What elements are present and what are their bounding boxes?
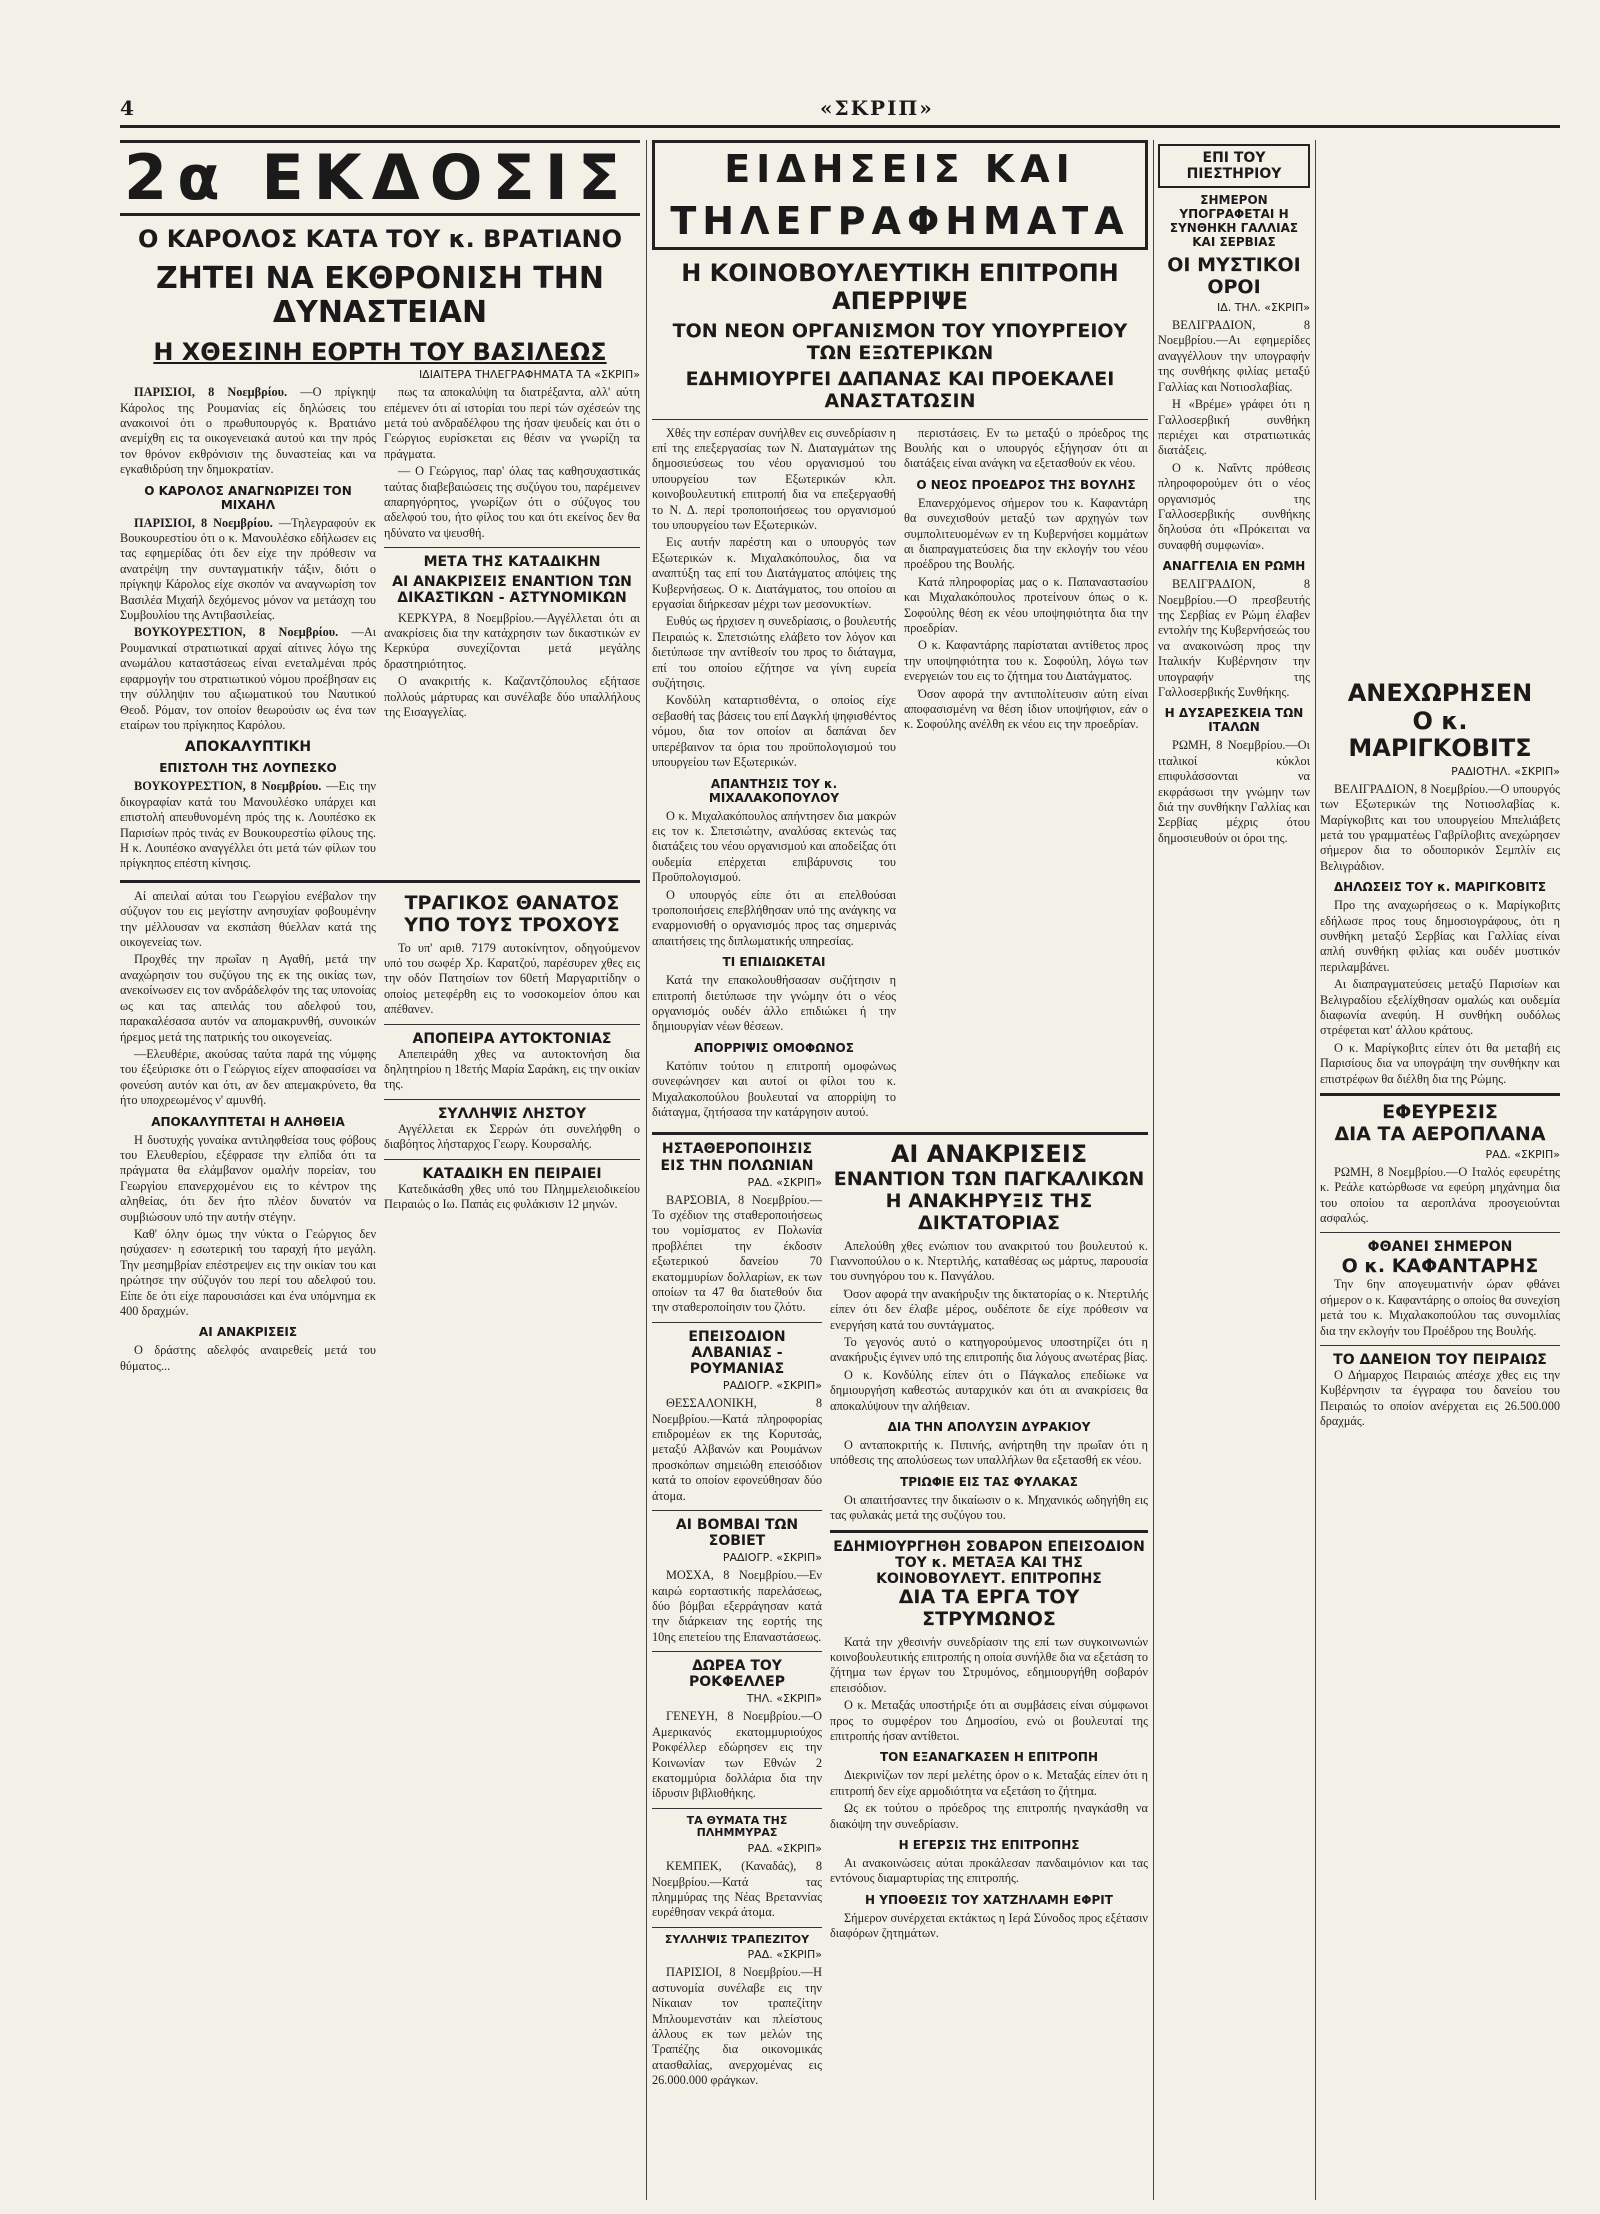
byline: ΡΑΔΙΟΓΡ. «ΣΚΡΙΠ» <box>722 1379 822 1393</box>
column-4 <box>1320 140 1560 2200</box>
subheading: Η ΥΠΟΘΕΣΙΣ ΤΟΥ ΧΑΤΖΗΛΑΜΗ ΕΦΡΙΤ <box>865 1892 1113 1907</box>
headline: ΣΗΜΕΡΟΝ ΥΠΟΓΡΑΦΕΤΑΙ Η ΣΥΝΘΗΚΗ ΓΑΛΛΙΑΣ ΚΑΙ ΣΕΡΒΙΑΣ <box>1169 193 1299 249</box>
article-paragraph: Ο κ. Ναΐντς πρόθεσις πληροφορούμεν ότι ο νέος οργανισμός της Γαλλοσερβικής συνθήκης δηλούσα ότι «Πρόκειται να συναφθή συμφωνία». <box>1158 460 1310 552</box>
headline: ΦΘΑΝΕΙ ΣΗΜΕΡΟΝ <box>1367 1239 1513 1256</box>
page-number: 4 <box>120 96 134 120</box>
subheading: ΔΗΛΩΣΕΙΣ ΤΟΥ κ. ΜΑΡΙΓΚΟΒΙΤΣ <box>1333 880 1547 895</box>
article-paragraph: Καθ' όλην όμως την νύκτα ο Γεώργιος δεν ησύχασεν· η εσωτερική του ταραχή ήτο μεγάλη. Την μεσημβρίαν επέστρεψεν εις την οικίαν του και ηρώτησε την σύζυγόν του περί του αδελφού του. Είπε δε ότι είχε παρουσιάσει και ένα υπόμνημα εκ 400 δραχμών. <box>120 1226 376 1318</box>
article-paragraph: Κατά την χθεσινήν συνεδρίασιν της επί των συγκοινωνιών κοινοβουλευτικής επιτροπής η οποία συνήλθε δια να εξετάση το ζήτημα των έργων του Στρυμόνος, εδημιουργήθη σοβαρόν επεισόδιον. <box>830 1634 1148 1695</box>
headline: ΑΙ ΒΟΜΒΑΙ ΤΩΝ ΣΟΒΙΕΤ <box>675 1516 799 1550</box>
divider <box>652 1132 1148 1135</box>
article-columns <box>120 889 640 1376</box>
headline: ΤΑ ΘΥΜΑΤΑ ΤΗΣ ΠΛΗΜΜΥΡΑΣ <box>686 1813 788 1840</box>
article-paragraph: ΠΑΡΙΣΙΟΙ, 8 Νοεμβρίου.—Η αστυνομία συνέλαβε εις την Νίκαιαν τον τραπεζίτην Μπλουμενστάιν και πλείστους άλλους εκ των μελών της Τραπέζης δια οικονομικάς ατασθαλίας, ανερχομένας εις 26.000.000 φράγκων. <box>652 1965 822 2088</box>
article-paragraph: —Ελευθέριε, ακούσας ταύτα παρά της νύμφης του έξεύρισκε ότι ο Γεώργιος είχεν αποφασίσει να φονεύση αυτόν και ότι, αν δεν απεμακρύνετο, θα ήτο υποχρεωμένος ν' αμυνθή. <box>120 1046 376 1108</box>
headline: ΑΙ ΑΝΑΚΡΙΣΕΙΣ ΕΝΑΝΤΙΟΝ ΤΩΝ ΔΙΚΑΣΤΙΚΩΝ - ΑΣΤΥΝΟΜΙΚΩΝ <box>392 574 632 607</box>
headline: ΑΠΟΠΕΙΡΑ ΑΥΤΟΚΤΟΝΙΑΣ <box>412 1030 612 1047</box>
article-paragraph: Ο υπουργός είπε ότι αι επελθούσαι τροποποιήσεις επεβλήθησαν υπό της ανάγκης να εναρμονισθή ο οργανισμός προς τας σημερινάς απαιτήσεις της διπλωματικής υπηρεσίας. <box>652 887 896 948</box>
byline: ΤΗΛ. «ΣΚΡΙΠ» <box>746 1692 822 1706</box>
headline: ΕΠΙ ΤΟΥ ΠΙΕΣΤΗΡΙΟΥ <box>1186 150 1282 183</box>
article-paragraph: Το γεγονός αυτό ο κατηγορούμενος υποστηρίζει ότι η ανακήρυξις έγινεν υπό της επιτροπής δια λόγους ανωτέρας βίας. <box>830 1334 1148 1365</box>
headline: ΣΥΛΛΗΨΙΣ ΛΗΣΤΟΥ <box>437 1105 587 1122</box>
article-columns <box>120 385 640 874</box>
article-paragraph: Ο κ. Μιχαλακόπουλος απήντησεν δια μακρών εις τον κ. Σπετσιώτην, αναλύσας εκτενώς τας διατάξεις του νέου οργανισμού και αποδείξας ότι ουδεμία επέρχεται επιβάρυνσις του Προϋπολογισμού. <box>652 808 896 885</box>
divider <box>384 1159 640 1160</box>
headline: ΕΔΗΜΙΟΥΡΓΕΙ ΔΑΠΑΝΑΣ ΚΑΙ ΠΡΟΕΚΑΛΕΙ ΑΝΑΣΤΑΤΩΣΙΝ <box>685 367 1115 412</box>
subheading: ΑΠΑΝΤΗΣΙΣ ΤΟΥ κ. ΜΙΧΑΛΑΚΟΠΟΥΛΟΥ <box>708 776 840 805</box>
byline: ΡΑΔΙΟΓΡ. «ΣΚΡΙΠ» <box>722 1551 822 1565</box>
headline: ΑΝΕΧΩΡΗΣΕΝ <box>1347 679 1533 707</box>
headline: ΑΛΒΑΝΙΑΣ - ΡΟΥΜΑΝΙΑΣ <box>689 1344 785 1378</box>
article-paragraph: Ο κ. Κονδύλης είπεν ότι ο Πάγκαλος επεδίωκε να δημιουργήση καθεστώς αυταρχικόν και ότι αι ανακρίσεις θα αποκαλύψουν την αλήθειαν. <box>830 1367 1148 1413</box>
article-paragraph: Εις αυτήν παρέστη και ο υπουργός των Εξωτερικών κ. Μιχαλακόπουλος, δια να αναπτύξη τας επί του Διατάγματος απόψεις της Κυβερνήσεως. Ο κ. Διατάγματος, του οποίου αι εργασίαι διήρκεσαν μέχρι των μεσονυκτίων. <box>652 535 896 612</box>
headline: ΗΣΤΑΘΕΡΟΠΟΙΗΣΙΣ <box>661 1141 813 1158</box>
headline-box <box>1158 144 1310 188</box>
article-paragraph: Αί απειλαί αύται του Γεωργίου ενέβαλον την σύζυγον του εις μεγίστην ανησυχίαν φοβουμένην την μέλλουσαν να εκσπάση θύελλαν κατά της οικογενείας των. <box>120 888 376 950</box>
article-paragraph: Σήμερον συνέρχεται εκτάκτως η Ιερά Σύνοδος προς εξέτασιν διαφόρων ζητημάτων. <box>830 1910 1148 1941</box>
subheading: ΤΙ ΕΠΙΔΙΩΚΕΤΑΙ <box>722 955 826 970</box>
article-columns <box>652 1141 1148 2090</box>
article-paragraph: Ο Δήμαρχος Πειραιώς απέσχε χθες εις την Κυβέρνησιν τα έγγραφα του δανείου του Πειραιώς το οποίον ανέρχεται εις 26.500.000 δραχμάς. <box>1320 1368 1560 1429</box>
subheading: ΑΙ ΑΝΑΚΡΙΣΕΙΣ <box>198 1325 298 1340</box>
article-paragraph: ΒΟΥΚΟΥΡΕΣΤΙΟΝ, 8 Νοεμβρίου. —Αι Ρουμανικαί στρατιωτικαί αρχαί αίτινες λόγω της ανωμάλου καταστάσεως είναι ενεταλμέναι πρός εφαρμογήν του στρατιωτικού νόμου προέβησαν εις την σύλληψιν του αξιωματικού του Ναυτικού Θεοδ. Ρόμαν, τον οποίον θεωρούσιν ως ένα των εταίρων του πρίγκηπος Καρόλου. <box>120 625 377 732</box>
article-paragraph: ΒΕΛΙΓΡΑΔΙΟΝ, 8 Νοεμβρίου.—Αι εφημερίδες αναγγέλλουν την υπογραφήν της συνθήκης φιλίας μεταξύ Γαλλίας και Νοτιοσλαβίας. <box>1158 318 1310 394</box>
divider <box>1320 1232 1560 1233</box>
article-paragraph: ΚΕΡΚΥΡΑ, 8 Νοεμβρίου.—Αγγέλλεται ότι αι ανακρίσεις δια την κατάχρησιν των δικαστικών εν Κερκύρα συνεχίζονται μετά μεγάλης δραστηριότητος. <box>384 610 640 671</box>
article-paragraph: ΒΕΛΙΓΡΑΔΙΟΝ, 8 Νοεμβρίου.—Ο υπουργός των Εξωτερικών της Νοτιοσλαβίας κ. Μαρίγκοβιτς και του υπουργείου Μπελιάβετς μετά του γραμματέως Γαβρίλοβιτς ανεχώρησεν σήμερον δια το οδοιπορικόν Σεμπλίν εις Βελιγράδιον. <box>1320 781 1560 873</box>
article-paragraph: Ως εκ τούτου ο πρόεδρος της επιτροπής ηναγκάσθη να διακόψη την συνεδρίασιν. <box>830 1801 1148 1831</box>
headline: ΕΔΗΜΙΟΥΡΓΗΘΗ ΣΟΒΑΡΟΝ ΕΠΕΙΣΟΔΙΟΝ <box>833 1538 1145 1555</box>
article-paragraph: Απελούθη χθες ενώπιον του ανακριτού του βουλευτού κ. Γιαννοπούλου ο κ. Ντερτιλής, καταθέσας ως μάρτυς, παρουσία του συνηγόρου του κ. Πανγάλου. <box>830 1238 1148 1284</box>
article-paragraph: Αι διαπραγματεύσεις μεταξύ Παρισίων και Βελιγραδίου εξελίχθησαν ομαλώς και ουδεμία διαφωνία ανεφύη. Η συνθήκη ουδόλως στρέφεται κατ' άλλου κράτους. <box>1320 977 1560 1038</box>
article-paragraph: Κατεδικάσθη χθες υπό του Πλημμελειοδικείου Πειραιώς ο Ιω. Παπάς εις φυλάκισιν 12 μηνών. <box>384 1181 640 1212</box>
article-paragraph: Ο κ. Καφαντάρης παρίσταται αντίθετος προς την υποψηφιότητα του κ. Σοφούλη, λόγω των ενεργειών του εις το ζήτημα του Διατάγματος. <box>904 638 1148 684</box>
article-paragraph: Αγγέλλεται εκ Σερρών ότι συνελήφθη ο διαβόητος λήσταρχος Γεωργ. Κουρσαλής. <box>384 1121 640 1152</box>
byline: ΙΔΙΑΙΤΕΡΑ ΤΗΛΕΓΡΑΦΗΜΑΤΑ ΤΑ «ΣΚΡΙΠ» <box>418 368 640 382</box>
column-1 <box>120 140 640 2200</box>
article-paragraph: Ο δράστης αδελφός αναιρεθείς μετά του θύματος... <box>120 1343 376 1373</box>
article-paragraph: ΚΕΜΠΕΚ, (Καναδάς), 8 Νοεμβρίου.—Κατά τας πλημμύρας της Νέας Βρεταννίας ευρέθησαν νεκρά άτομα. <box>652 1859 822 1920</box>
headline: Η ΚΟΙΝΟΒΟΥΛΕΥΤΙΚΗ ΕΠΙΤΡΟΠΗ ΑΠΕΡΡΙΨΕ <box>681 259 1119 315</box>
column-3 <box>1158 140 1310 2200</box>
column-rule <box>1315 140 1316 2200</box>
article-paragraph: Απεπειράθη χθες να αυτοκτονήση δια δηλητηρίου η 18ετής Μαρία Σαράκη, εις την οικίαν της. <box>384 1046 640 1092</box>
article-paragraph: ΜΟΣΧΑ, 8 Νοεμβρίου.—Εν καιρώ εορταστικής παρελάσεως, δύο βόμβαι εξερράγησαν κατά την διάρκειαν της εορτής της 10ης επετείου της Επαναστάσεως. <box>652 1568 822 1644</box>
column-rule <box>646 140 647 2200</box>
divider <box>652 1651 822 1652</box>
article-paragraph: — Ο Γεώργιος, παρ' όλας τας καθησυχαστικάς ταύτας διαβεβαιώσεις της συζύγου του, παρέμεινεν απαρηγόρητος, γνωρίζων ότι ο σύζυγος του αδελφού του, ήτο φίλος του και ότι εκείνος δεν θα ηδύνατο να ψευσθή. <box>384 464 640 540</box>
byline: ΡΑΔ. «ΣΚΡΙΠ» <box>747 1948 822 1962</box>
article-paragraph: Κατόπιν τούτου η επιτροπή ομοφώνως συνεφώνησεν και αυτοί οι φίλοι του κ. Μιχαλακοπούλου βουλευταί να απορρίψη το διάταγμα, ζητήσασα την κατάργησιν αυτού. <box>652 1058 896 1119</box>
article-paragraph: Ο ανακριτής κ. Καζαντζόπουλος εξήτασε πολλούς μάρτυρας και συνέλαβε δύο υπαλλήλους της Εισαγγελίας. <box>384 674 640 719</box>
byline: ΡΑΔ. «ΣΚΡΙΠ» <box>747 1842 822 1856</box>
masthead <box>120 96 1560 128</box>
article-paragraph: Ο κ. Μαρίγκοβιτς είπεν ότι θα μεταβή εις Παρισίους δια να υπογράψη την συνθήκην και επιστρέφων θα διέλθη δια της Ρώμης. <box>1320 1040 1560 1086</box>
article-paragraph: ΒΟΥΚΟΥΡΕΣΤΙΟΝ, 8 Νοεμβρίου. —Εις την δικογραφίαν κατά του Μανουλέσκο υπάρχει και επιστολή απευθυνομένη πρός της κ. Λουπέσκο εκ Παρισίων πρός τινάς εν Βουκουρεστίω φίλους της. Η κ. Λουπέσκο αναγγέλλει ότι μετά τών φίλων του πρίγκηπος επέστη κίνησις. <box>120 779 376 871</box>
divider <box>1320 1093 1560 1096</box>
divider <box>652 1927 822 1928</box>
divider <box>652 419 1148 420</box>
subheading: ΑΠΟΚΑΛΥΠΤΙΚΗ <box>184 739 312 756</box>
headline: Ο κ. ΚΑΦΑΝΤΑΡΗΣ <box>1341 1254 1539 1277</box>
article-paragraph: Η δυστυχής γυναίκα αντιληφθείσα τους φόβους του Ελευθερίου, εξέφρασε την ελπίδα ότι τα πράγματα θα ελάμβανον ομαλήν πορείαν, του Γεωργίου επανερχομένου εις το κέντρον της αληθείας, ότι δεν ήτο πλέον δυνατόν να συμβιώσουν υπό την αυτήν στέγην. <box>120 1132 376 1224</box>
divider <box>384 1024 640 1025</box>
article-paragraph: Το υπ' αριθ. 7179 αυτοκίνητον, οδηγούμενον υπό του σωφέρ Χρ. Καρατζού, παρέσυρεν χθες εις την οδόν Πατησίων τον 60ετή Μαργαριτίδην ο οποίος μετεφέρθη εις το νοσοκομείον όπου και απέθανεν. <box>384 940 640 1017</box>
headline: Η ΧΘΕΣΙΝΗ ΕΟΡΤΗ ΤΟΥ ΒΑΣΙΛΕΩΣ <box>153 337 607 366</box>
headline: ΔΙΑ ΤΑ ΑΕΡΟΠΛΑΝΑ <box>1334 1122 1546 1145</box>
subheading: Ο ΚΑΡΟΛΟΣ ΑΝΑΓΝΩΡΙΖΕΙ ΤΟΝ ΜΙΧΑΗΛ <box>144 483 352 512</box>
headline: Η ΑΝΑΚΗΡΥΞΙΣ ΤΗΣ ΔΙΚΤΑΤΟΡΙΑΣ <box>885 1189 1093 1234</box>
article-paragraph: Ο κ. Μεταξάς υποστήριξε ότι αι συμβάσεις είναι σύμφωνοι προς το συμφέρον του Δημοσίου, ενώ οι βουλευταί της επιτροπής ήσαν αντίθετοι. <box>830 1698 1148 1744</box>
headline: ΚΑΤΑΔΙΚΗ ΕΝ ΠΕΙΡΑΙΕΙ <box>422 1165 602 1182</box>
article-paragraph: ΓΕΝΕΥΗ, 8 Νοεμβρίου.—Ο Αμερικανός εκατομμυριούχος Ροκφέλλερ εδώρησεν εις την Κοινωνίαν των Εθνών 2 εκατομμύρια δολλάρια δια την ίδρυσιν βιβλιοθήκης. <box>652 1709 822 1801</box>
byline: ΙΔ. ΤΗΛ. «ΣΚΡΙΠ» <box>1216 301 1310 315</box>
subheading: ΔΙΑ ΤΗΝ ΑΠΟΛΥΣΙΝ ΔΥΡΑΚΙΟΥ <box>887 1420 1091 1434</box>
article-paragraph: Όσον αφορά την αντιπολίτευσιν αύτη είναι αποφασισμένη να θέση ίδιον υποψήφιον, εάν ο κ. Σοφούλης ανέλθη εκ νέου εις την προεδρίαν. <box>904 686 1148 732</box>
section-banner: ΕΙΔΗΣΕΙΣ ΚΑΙ ΤΗΛΕΓΡΑΦΗΜΑΤΑ <box>652 140 1148 250</box>
article-paragraph: Την 6ην απογευματινήν ώραν φθάνει σήμερον ο κ. Καφαντάρης ο οποίος θα συνεχίση μετά του κ. Μιχαλακοπούλου τας συνομιλίας δια την εκλογήν του Προέδρου της Βουλής. <box>1320 1277 1560 1338</box>
article-paragraph: ΡΩΜΗ, 8 Νοεμβρίου.—Ο Ιταλός εφευρέτης κ. Ρεάλε κατώρθωσε να εφεύρη μηχάνημα δια του οποίου τα αεροπλάνα προσγειούνται ασφαλώς. <box>1320 1164 1560 1225</box>
article-paragraph: ΠΑΡΙΣΙΟΙ, 8 Νοεμβρίου. —Ο πρίγκηψ Κάρολος της Ρουμανίας είς δηλώσεις του ανακοινοί ότι ο πρωθυπουργός κ. Βρατιάνο ανεμίχθη εις τα οικογενειακά αυτού και την πρός τον θρόνον εκθρόνισιν της δυναστείας και να εγκαθιδρύση την δημοκρατίαν. <box>120 385 376 477</box>
article-columns <box>652 426 1148 1123</box>
article-paragraph: Προ της αναχωρήσεως ο κ. Μαρίγκοβιτς εδήλωσε προς τους δημοσιογράφους, ότι η συνθήκη μεταξύ Σερβίας και Γαλλίας είναι απλή συνθήκη φιλίας και ουδέν μυστικόν περιλαμβάνει. <box>1320 898 1560 974</box>
subheading: ΑΠΟΡΡΙΨΙΣ ΟΜΟΦΩΝΟΣ <box>694 1040 854 1055</box>
article-paragraph: Η «Βρέμε» γράφει ότι η Γαλλοσερβική συνθήκη περιέχει και στρατιωτικάς διατάξεις. <box>1158 397 1310 458</box>
article-paragraph: ΠΑΡΙΣΙΟΙ, 8 Νοεμβρίου. —Τηλεγραφούν εκ Βουκουρεστίου ότι ο κ. Μανουλέσκο εδήλωσεν εις τας εφημερίδας ότι δεν είχε την πρόθεσιν να ανατρέψη την συνταγματικήν τάξιν, διότι ο πρίγκηψ Κάρολος είχε σκοπόν να αναγνωρίση τον Βασιλέα Μιχαήλ δεχόμενος μόνον να μετάσχη του Συμβουλίου της Αντιβασιλείας. <box>120 515 376 623</box>
headline: ΥΠΟ ΤΟΥΣ ΤΡΟΧΟΥΣ <box>404 913 620 936</box>
column-rule <box>1153 140 1154 2200</box>
divider <box>1320 1345 1560 1346</box>
headline: ΤΟΝ ΝΕΟΝ ΟΡΓΑΝΙΣΜΟΝ ΤΟΥ ΥΠΟΥΡΓΕΙΟΥ ΤΩΝ ΕΞΩΤΕΡΙΚΩΝ <box>672 320 1128 365</box>
headline: ΖΗΤΕΙ ΝΑ ΕΚΘΡΟΝΙΣΗ ΤΗΝ ΔΥΝΑΣΤΕΙΑΝ <box>156 260 604 331</box>
headline: ΔΩΡΕΑ ΤΟΥ ΡΟΚΦΕΛΛΕΡ <box>689 1658 785 1691</box>
paper-name: «ΣΚΡΙΠ» <box>820 96 934 120</box>
headline: ΣΥΛΛΗΨΙΣ ΤΡΑΠΕΖΙΤΟΥ <box>664 1932 810 1946</box>
article-paragraph: Διεκρινίζων τον περί μελέτης όρον ο κ. Μεταξάς είπεν ότι η επιτροπή δεν είχε αρμοδιότητα να εξετάση το ζήτημα. <box>830 1768 1148 1798</box>
subheading: Η ΕΓΕΡΣΙΣ ΤΗΣ ΕΠΙΤΡΟΠΗΣ <box>898 1838 1080 1853</box>
headline: ΤΡΑΓΙΚΟΣ ΘΑΝΑΤΟΣ <box>404 891 620 914</box>
headline: ΕΝΑΝΤΙΟΝ ΤΩΝ ΠΑΓΚΑΛΙΚΩΝ <box>833 1168 1145 1190</box>
divider <box>830 1530 1148 1533</box>
divider <box>384 547 640 548</box>
article-paragraph: Επανερχόμενος σήμερον του κ. Καφαντάρη θα συνεχισθούν μεταξύ των αρχηγών των συμπολιτευομένων εν τη Κυβερνήσει κομμάτων αι διαπραγματεύσεις δια την εκλογήν του νέου προέδρου της Βουλής. <box>904 495 1148 572</box>
headline: ΤΟ ΔΑΝΕΙΟΝ ΤΟΥ ΠΕΙΡΑΙΩΣ <box>1333 1351 1547 1368</box>
headline: ΤΟΥ κ. ΜΕΤΑΞΑ ΚΑΙ ΤΗΣ ΚΟΙΝΟΒΟΥΛΕΥΤ. ΕΠΙΤΡΟΠΗΣ <box>876 1554 1102 1587</box>
article-paragraph: Προχθές την πρωΐαν η Αγαθή, μετά την αναχώρησιν του συζύγου της εκ της οικίας των, ανεκοίνωσεν εις τον ανδράδελφόν της τας υπονοίας ως και τας απειλάς του αδελφού του, παρακαλέσασα αυτόν να απομακρυνθή, συνοικών ήρεμος μετά της πατρικής του οικογενείας. <box>120 952 376 1044</box>
subheading: Ο ΝΕΟΣ ΠΡΟΕΔΡΟΣ ΤΗΣ ΒΟΥΛΗΣ <box>916 477 1136 492</box>
article-paragraph: Κατά πληροφορίας μας ο κ. Παπαναστασίου και Μιχαλακόπουλος προτείνουν όπως ο κ. Σοφούλης θέση εκ νέου υποψηφιότητα δια την προεδρίαν. <box>904 574 1148 636</box>
divider <box>652 1510 822 1511</box>
subheading: ΑΠΟΚΑΛΥΠΤΕΤΑΙ Η ΑΛΗΘΕΙΑ <box>151 1114 345 1129</box>
subheading: Η ΔΥΣΑΡΕΣΚΕΙΑ ΤΩΝ ΙΤΑΛΩΝ <box>1164 706 1304 735</box>
article-paragraph: πως τα αποκαλύψη τα διατρέξαντα, αλλ' αύτη επέμενεν ότι αί ιστορίαι του περί τών σχέσεών της μετά τού ανδραδέλφου της ήσαν ψευδείς και ότι ο Γεώργιος ευρίσκεται εις θέσιν να γνωρίζη τα πράγματα. <box>384 385 640 461</box>
article-paragraph: Όσον αφορά την ανακήρυξιν της δικτατορίας ο κ. Ντερτιλής είπεν ότι δεν έλαβε μέρος, ουδέποτε δε είχε πρόθεσιν να ενεργήση κατά του συντάγματος. <box>830 1286 1148 1332</box>
subheading: ΕΠΙΣΤΟΛΗ ΤΗΣ ΛΟΥΠΕΣΚΟ <box>159 761 337 776</box>
article-paragraph: Χθές την εσπέραν συνήλθεν εις συνεδρίασιν η επί της επεξεργασίας των Ν. Διαταγμάτων της δημοσιεύσεως του νέου οργανισμού του υπουργείου των Εξωτερικών κλπ. κοινοβουλευτική επιτροπή δια να επεξεργασθή το Ν. Δ. περί τροποποιήσεως του οργανισμού του υπουργείου των Εξωτερικών. <box>652 425 896 532</box>
headline: ΕΦΕΥΡΕΣΙΣ <box>1382 1101 1498 1124</box>
article-paragraph: Κονδύλη καταρτισθέντα, ο οποίος είχε σεβασθή τας βάσεις του επί Δαγκλή ψηφισθέντος νόμου, δια τον οποίον αι δαπάναι δεν υπερέβαινον τα όρια του προϋπολογισμού του υπουργείου των Εξωτερικών. <box>652 693 896 770</box>
byline: ΡΑΔΙΟΤΗΛ. «ΣΚΡΙΠ» <box>1451 764 1560 778</box>
article-paragraph: Ο ανταποκριτής κ. Πιπινής, ανήρτηθη την πρωΐαν ότι η υπόθεσις της απολύσεως των υπαλλήλων θα εξετασθή εκ νέου. <box>830 1438 1148 1468</box>
subheading: ΑΝΑΓΓΕΛΙΑ ΕΝ ΡΩΜΗ <box>1162 559 1306 574</box>
byline: ΡΑΔ. «ΣΚΡΙΠ» <box>747 1175 822 1189</box>
divider <box>384 1099 640 1100</box>
headline: ΕΠΕΙΣΟΔΙΟΝ <box>688 1328 786 1345</box>
article-paragraph: Κατά την επακολουθήσασαν συζήτησιν η επιτροπή διετύπωσε την γνώμην ότι ο νέος οργανισμός ουδέν άλλο επιδιώκει ή την δημιουργίαν νέων θέσεων. <box>652 973 896 1034</box>
column-2 <box>652 140 1148 2200</box>
headline: ΜΕΤΑ ΤΗΣ ΚΑΤΑΔΙΚΗΝ <box>423 554 601 571</box>
article-paragraph: ΒΕΛΙΓΡΑΔΙΟΝ, 8 Νοεμβρίου.—Ο πρεσβευτής της Σερβίας εν Ρώμη έλαβεν εντολήν της Κυβερνήσεώς του να ανακοινώση προς την Ιταλικήν Κυβέρνησιν την υπογραφήν της Γαλλοσερβικής Συνθήκης. <box>1158 577 1310 699</box>
headline: Ο κ. ΜΑΡΙΓΚΟΒΙΤΣ <box>1348 706 1532 763</box>
article-paragraph: Οι απαιτήσαντες την δικαίωσιν ο κ. Μηχανικός ωδηγήθη εις τας φυλακάς μετά της συζύγου του. <box>830 1492 1148 1523</box>
headline: ΕΙΣ ΤΗΝ ΠΟΛΩΝΙΑΝ <box>660 1157 814 1174</box>
article-paragraph: ΘΕΣΣΑΛΟΝΙΚΗ, 8 Νοεμβρίου.—Κατά πληροφορίας επιδρομέων εκ της Κορυτσάς, μεταξύ Αλβανών και Ρουμάνων προσκόπων σημειώθη επεισόδιον κατά το οποίον εφονεύθησαν δύο άτομα. <box>652 1396 822 1503</box>
edition-banner: 2α ΕΚΔΟΣΙΣ <box>120 140 640 216</box>
article-paragraph: Αι ανακοινώσεις αύται προκάλεσαν πανδαιμόνιον και τας εντόνους διαμαρτυρίας της επιτροπής. <box>830 1856 1148 1886</box>
byline: ΡΑΔ. «ΣΚΡΙΠ» <box>1485 1147 1560 1161</box>
subheading: ΤΟΝ ΕΞΑΝΑΓΚΑΣΕΝ Η ΕΠΙΤΡΟΠΗ <box>879 1750 1099 1765</box>
headline: ΟΙ ΜΥΣΤΙΚΟΙ ΟΡΟΙ <box>1167 254 1301 299</box>
subheading: ΤΡΙΩΦΙΕ ΕΙΣ ΤΑΣ ΦΥΛΑΚΑΣ <box>900 1474 1078 1489</box>
headline: ΔΙΑ ΤΑ ΕΡΓΑ ΤΟΥ ΣΤΡΥΜΩΝΟΣ <box>898 1585 1080 1630</box>
divider <box>120 880 640 883</box>
article-paragraph: ΒΑΡΣΟΒΙΑ, 8 Νοεμβρίου.—Το σχέδιον της σταθεροποιήσεως του νομίσματος εν Πολωνία προβλέπει την έκδοσιν εξωτερικού δανείου 70 εκατομμυρίων δολλαρίων, εκ των οποίων τα 47 θα διατεθούν δια την σταθεροποίησιν του ζλότυ. <box>652 1192 822 1315</box>
article-paragraph: Ευθύς ως ήρχισεν η συνεδρίασις, ο βουλευτής Πειραιώς κ. Σπετσιώτης ελάβετο τον λόγον και διετύπωσε την αντίθεσίν του προς το διάταγμα, επί του οποίου εζήτησε να γίνη ευρεία συζήτησις. <box>652 614 896 691</box>
divider <box>652 1322 822 1323</box>
article-paragraph: ΡΩΜΗ, 8 Νοεμβρίου.—Οι ιταλικοί κύκλοι επιφυλάσσονται να εκφράσωσι την γνώμην των διά την συνθήκην Γαλλίας και Σερβίας μέχρις ότου δημοσιευθούν οι όροι της. <box>1158 738 1310 845</box>
article-paragraph: περιστάσεις. Εν τω μεταξύ ο πρόεδρος της Βουλής και ο υπουργός εξήγησαν ότι αι διατάξεις είναι ανάγκη να εξετασθούν εκ νέου. <box>904 425 1148 471</box>
headline: Ο ΚΑΡΟΛΟΣ ΚΑΤΑ ΤΟΥ κ. ΒΡΑΤΙΑΝΟ <box>138 225 622 253</box>
headline: ΑΙ ΑΝΑΚΡΙΣΕΙΣ <box>890 1140 1088 1169</box>
divider <box>652 1808 822 1809</box>
